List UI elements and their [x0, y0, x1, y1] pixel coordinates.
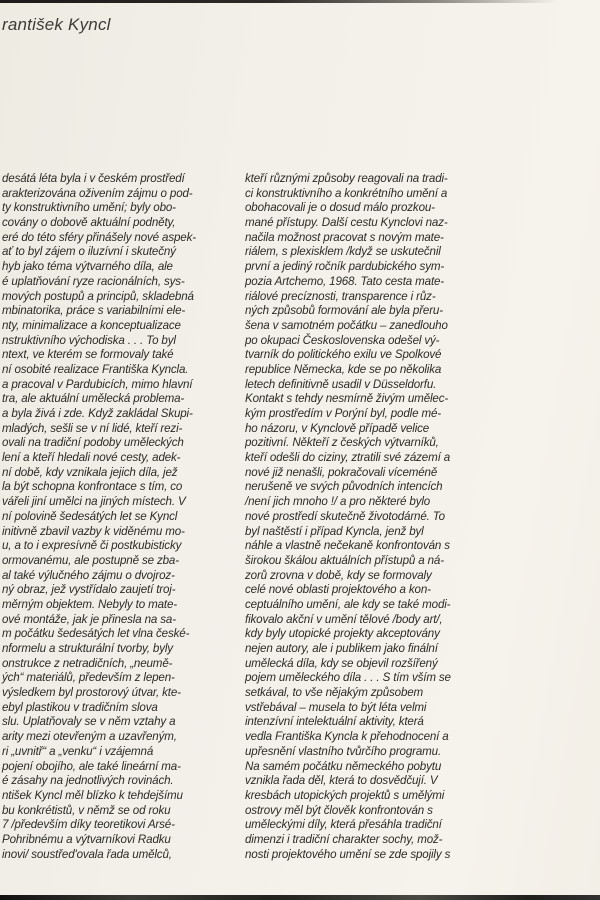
- text-line: la být schopna konfrontace s tím, co: [2, 480, 183, 494]
- text-line: načila možnost pracovat s novým mate-: [245, 230, 444, 244]
- text-line: riálem, s plexisklem /když se uskutečnil: [245, 245, 441, 259]
- text-line: a byla živá i zde. Když zakládal Skupi-: [2, 407, 193, 420]
- text-line: covány o dobově aktuální podněty,: [2, 216, 176, 230]
- text-line: pojem uměleckého díla . . . S tím vším se: [245, 671, 451, 685]
- text-line: initivně zbavil vazby k viděnému mo-: [2, 524, 185, 538]
- text-line: republice Německa, kde se po několika: [245, 362, 442, 376]
- text-line: inovi/ soustřed'ovala řada umělců,: [2, 847, 172, 861]
- text-line: ho názoru, v Kynclově případě velice: [245, 421, 430, 435]
- text-line: ty konstruktivního umění; byly obo-: [2, 201, 176, 215]
- text-line: kdy byly utopické projekty akceptovány: [245, 627, 440, 641]
- text-line: mbinatorika, práce s variabilními ele-: [2, 304, 186, 318]
- text-line: nerušeně ve svých původních intencích: [245, 480, 443, 494]
- text-line: ať to byl zájem o iluzívní i skutečný: [2, 245, 176, 259]
- text-line: tra, ale aktuální umělecká problema-: [2, 392, 185, 406]
- text-line: ovali na tradiční podoby uměleckých: [2, 436, 184, 450]
- text-line: obohacovali je o dosud málo prozkou-: [245, 201, 435, 215]
- text-line: upřesnění vlastního tvůrčího programu.: [245, 744, 442, 758]
- text-column-right: [245, 172, 489, 862]
- text-line: slu. Uplatňovaly se v něm vztahy a: [2, 715, 176, 729]
- text-line: kým prostředím v Porýní byl, podle mé-: [245, 407, 441, 420]
- text-line: nové prostředí skutečně životodárné. To: [245, 509, 445, 523]
- text-line: výsledkem byl prostorový útvar, kte-: [2, 686, 181, 700]
- text-line: Na samém počátku německého pobytu: [245, 759, 442, 773]
- text-line: nty, minimalizace a konceptualizace: [2, 318, 181, 332]
- text-line: u, a to i expresívně či postkubisticky: [2, 539, 182, 553]
- text-line: mových postupů a principů, skladebná: [2, 289, 194, 303]
- text-line: é zásahy na jednotlivých rovinách.: [2, 774, 174, 788]
- text-line: Kontakt s tehdy nesmírně živým umělec-: [245, 392, 449, 406]
- text-line: ní době, kdy vznikala jejich díla, jež: [2, 465, 178, 479]
- text-line: náhle a vlastně nečekaně konfrontován s: [245, 539, 450, 553]
- text-line: bu konkrétistů, v němž se od roku: [2, 803, 171, 817]
- text-line: ormovanému, ale postupně se zba-: [2, 553, 179, 567]
- text-line: riálové precíznosti, transparence i růz-: [245, 289, 436, 303]
- text-line: nové již nenašli, pokračovali víceméně: [245, 465, 438, 479]
- text-line: fikovalo akční v umění tělové /body art/,: [245, 612, 443, 626]
- text-line: lení a kteří hledali nové cesty, adek-: [2, 451, 181, 465]
- text-line: é uplatňování ryze racionálních, sys-: [2, 274, 185, 288]
- text-line: ostrovy měl být člověk konfrontován s: [245, 803, 433, 817]
- text-line: šena v samotném počátku – zanedlouho: [245, 318, 448, 332]
- text-line: ci konstruktivního a konkrétního umění a: [245, 186, 448, 200]
- text-line: a pracoval v Pardubicích, mimo hlavní: [2, 377, 193, 391]
- text-line: první a jediný ročník pardubického sym-: [245, 260, 445, 274]
- text-column-left: [2, 172, 240, 862]
- text-line: zorů zrovna v době, kdy se formovaly: [245, 568, 432, 582]
- text-line: vářeli jiní umělci na jiných místech. V: [2, 495, 186, 509]
- text-line: nformelu a strukturální tvorby, byly: [2, 642, 173, 655]
- text-line: desátá léta byla i v českém prostředí: [2, 172, 185, 185]
- text-line: tvarník do politického exilu ve Spolkové: [245, 348, 442, 362]
- text-line: umělecká díla, kdy se objevil rozšířený: [245, 656, 438, 670]
- text-line: ných způsobů formování ale byla přeru-: [245, 304, 443, 318]
- text-line: kteří odešli do ciziny, ztratili své zázemí a: [245, 451, 451, 465]
- text-line: nstruktivního východiska . . . To byl: [2, 333, 176, 347]
- text-line: vstřebával – musela to být léta velmi: [245, 700, 427, 714]
- text-line: ný obraz, jež vystřídalo zaujetí troj-: [2, 583, 176, 597]
- text-line: širokou škálou aktuálních přístupů a ná-: [245, 553, 444, 567]
- text-line: onstrukce z netradičních, „neumě-: [2, 656, 173, 670]
- text-line: setkával, to vše nějakým způsobem: [245, 686, 424, 700]
- text-line: kteří různými způsoby reagovali na tradi-: [245, 172, 448, 185]
- text-line: uměleckými díly, která přesáhla tradiční: [245, 818, 442, 832]
- text-line: /není jich mnoho !/ a pro některé bylo: [245, 495, 431, 509]
- scan-edge-bottom: [0, 895, 600, 900]
- text-line: kresbách utopických projektů s umělými: [245, 788, 445, 802]
- text-line: mladých, sešli se v ní lidé, kteří rezi-: [2, 421, 183, 435]
- text-line: arakterizována oživením zájmu o pod-: [2, 186, 193, 200]
- text-line: vedla Františka Kyncla k přehodnocení a: [245, 730, 449, 744]
- text-line: hyb jako téma výtvarného díla, ale: [2, 260, 173, 274]
- text-line: ní polovině šedesátých let se Kyncl: [2, 509, 178, 523]
- text-line: ntišek Kyncl měl blízko k tehdejšímu: [2, 788, 183, 802]
- text-line: intenzívní intelektuální aktivity, která: [245, 715, 424, 729]
- text-line: ceptuálního umění, ale kdy se také modi-: [245, 597, 451, 611]
- text-line: 7 /především díky teoretikovi Arsé-: [2, 818, 175, 832]
- text-line: pozia Artchemo, 1968. Tato cesta mate-: [245, 274, 445, 288]
- text-line: ri „uvnitř“ a „venku“ i vzájemná: [2, 744, 154, 758]
- text-line: pozitivní. Někteří z českých výtvarníků,: [245, 436, 439, 450]
- text-line: letech definitivně usadil v Düsseldorfu.: [245, 377, 437, 391]
- text-line: ých“ materiálů, především z lepen-: [2, 671, 175, 685]
- page-title: rantišek Kyncl: [2, 15, 111, 34]
- text-line: celé nové oblasti projektového a kon-: [245, 583, 431, 597]
- text-line: ntext, ve kterém se formovaly také: [2, 348, 174, 362]
- text-line: byl naštěstí i případ Kyncla, jenž byl: [245, 524, 424, 538]
- text-line: nosti projektového umění se zde spojily s: [245, 847, 451, 861]
- text-line: pojení obojího, ale také lineární ma-: [2, 759, 181, 773]
- text-line: ní osobité realizace Františka Kyncla.: [2, 362, 189, 376]
- text-line: dimenzi i tradiční charakter sochy, mož-: [245, 832, 443, 846]
- text-line: ové montáže, jak je přinesla na sa-: [2, 612, 176, 626]
- text-line: arity mezi otevřeným a uzavřeným,: [2, 730, 177, 744]
- text-line: vznikla řada děl, která to dosvědčují. V: [245, 774, 438, 788]
- scan-edge-top: [0, 0, 600, 3]
- text-line: nejen autory, ale i publikem jako finální: [245, 642, 438, 655]
- text-line: mané přístupy. Další cestu Kynclovi naz-: [245, 216, 448, 230]
- text-line: m počátku šedesátých let vlna české-: [2, 627, 190, 641]
- text-line: měrným objektem. Nebyly to mate-: [2, 597, 177, 611]
- text-line: Pohribnému a výtvarníkovi Radku: [2, 832, 171, 846]
- text-line: ebyl plastikou v tradičním slova: [2, 700, 158, 714]
- text-line: po okupaci Československa odešel vý-: [245, 333, 440, 347]
- text-line: eré do této sféry přinášely nové aspek-: [2, 230, 196, 244]
- text-line: al také výlučného zájmu o dvojroz-: [2, 568, 175, 582]
